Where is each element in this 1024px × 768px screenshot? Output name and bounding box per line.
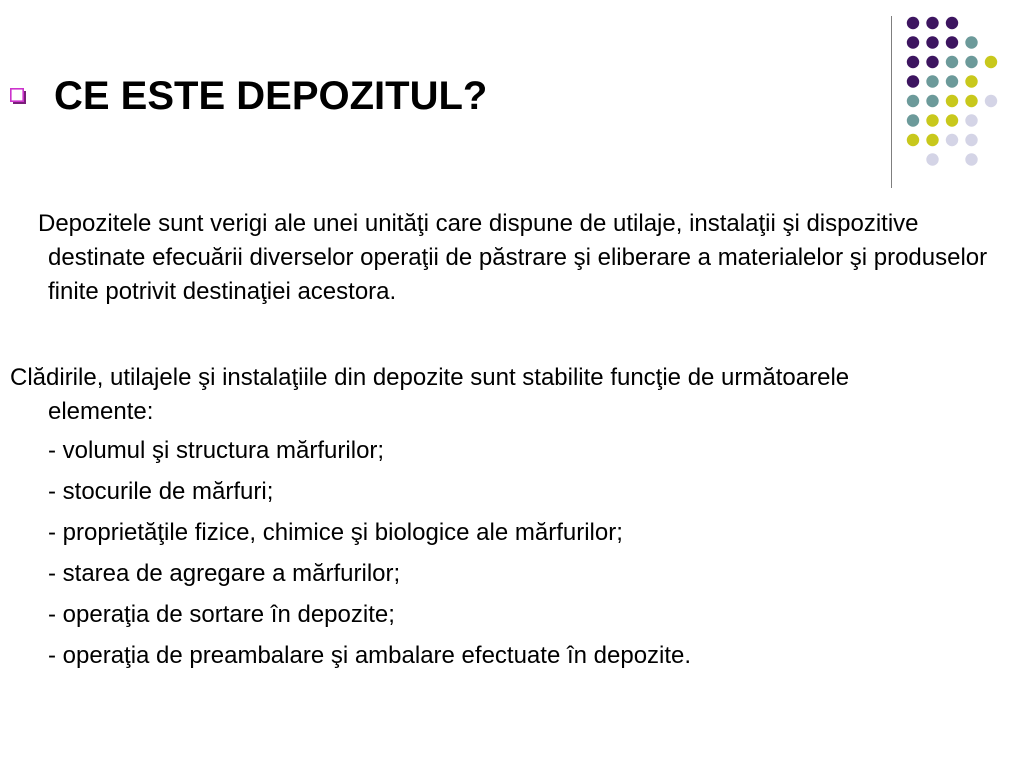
decorative-dot bbox=[965, 75, 977, 87]
decorative-dot bbox=[965, 36, 977, 48]
decorative-dot bbox=[965, 56, 977, 68]
paragraph-definition: Depozitele sunt verigi ale unei unităţi care dispune de utilaje, instalaţii şi dispozitive destinate efecuării diverselor operaţii de păstrare şi eliberare a materialelor şi produselor finite potrivit destinaţiei acestora. bbox=[38, 210, 988, 305]
list-item: - stocurile de mărfuri; bbox=[48, 478, 274, 505]
list-item: - operaţia de preambalare şi ambalare efectuate în depozite. bbox=[48, 642, 692, 669]
page-title: CE ESTE DEPOZITUL? bbox=[54, 74, 488, 118]
decorative-dot bbox=[907, 36, 919, 48]
decorative-dot bbox=[985, 95, 997, 107]
vertical-divider bbox=[891, 16, 892, 188]
decorative-dot bbox=[946, 134, 958, 146]
decorative-dot bbox=[965, 95, 977, 107]
decorative-dot bbox=[946, 95, 958, 107]
decorative-dot bbox=[946, 17, 958, 29]
decorative-dot bbox=[946, 36, 958, 48]
decorative-dot bbox=[907, 75, 919, 87]
decorative-dot bbox=[926, 75, 938, 87]
decorative-dot bbox=[946, 56, 958, 68]
decorative-dot-grid bbox=[903, 10, 1003, 170]
decorative-dot bbox=[926, 114, 938, 126]
paragraph-elements-line1: Clădirile, utilajele şi instalaţiile din depozite sunt stabilite funcţie de următoarele bbox=[10, 364, 850, 391]
dot-grid-group bbox=[907, 17, 997, 166]
decorative-dot bbox=[926, 36, 938, 48]
paragraph-elements-line2: elemente: bbox=[48, 398, 154, 425]
list-item: - operaţia de sortare în depozite; bbox=[48, 601, 395, 628]
decorative-dot bbox=[907, 56, 919, 68]
decorative-dot bbox=[946, 114, 958, 126]
list-item: - starea de agregare a mărfurilor; bbox=[48, 560, 401, 587]
list-item: - volumul şi structura mărfurilor; bbox=[48, 437, 385, 464]
decorative-dot bbox=[965, 114, 977, 126]
elements-list bbox=[48, 434, 691, 680]
decorative-dot bbox=[965, 134, 977, 146]
decorative-dot bbox=[907, 95, 919, 107]
decorative-dot bbox=[926, 56, 938, 68]
decorative-dot bbox=[926, 134, 938, 146]
square-bullet-icon bbox=[10, 88, 26, 104]
decorative-dot bbox=[926, 95, 938, 107]
decorative-dot bbox=[907, 17, 919, 29]
decorative-dot bbox=[926, 153, 938, 165]
decorative-dot bbox=[946, 75, 958, 87]
decorative-dot bbox=[907, 114, 919, 126]
decorative-dot bbox=[907, 134, 919, 146]
paragraph-elements-intro bbox=[10, 361, 1020, 429]
decorative-dot bbox=[965, 153, 977, 165]
decorative-dot bbox=[926, 17, 938, 29]
decorative-dot bbox=[985, 56, 997, 68]
title-row bbox=[10, 72, 487, 120]
list-item: - proprietăţile fizice, chimice şi biologice ale mărfurilor; bbox=[48, 519, 623, 546]
